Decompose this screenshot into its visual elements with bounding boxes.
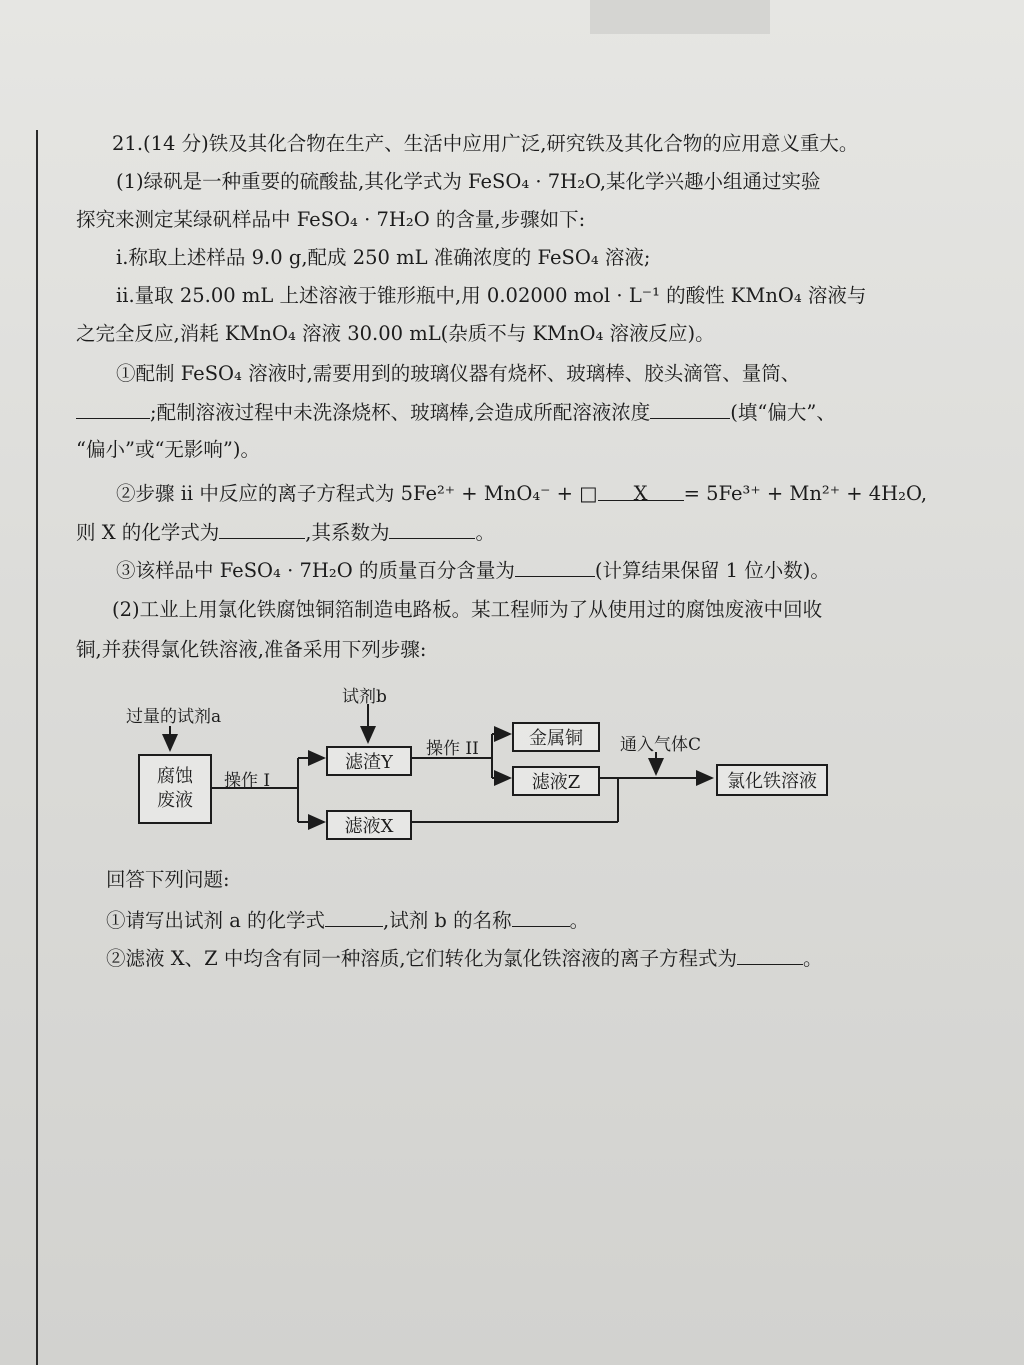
box-filtrate-x: 滤液X xyxy=(326,810,412,840)
answer-intro: 回答下列问题: xyxy=(106,868,230,891)
sub-question-3: ③该样品中 FeSO₄ · 7H₂O 的质量百分含量为 (计算结果保留 1 位小数)。 xyxy=(116,556,830,585)
box-metal-copper: 金属铜 xyxy=(512,722,600,752)
answer-blank[interactable] xyxy=(737,944,803,965)
equation-blank-x[interactable]: X xyxy=(598,480,684,501)
answer-blank[interactable] xyxy=(76,398,150,419)
question-header: 21.(14 分)铁及其化合物在生产、生活中应用广泛,研究铁及其化合物的应用意义重大。 xyxy=(112,132,859,155)
label-reagent-a: 过量的试剂a xyxy=(126,707,222,727)
margin-rule xyxy=(36,130,38,1365)
header-strip xyxy=(590,0,770,34)
process-flow-diagram xyxy=(120,688,840,858)
answer-blank[interactable] xyxy=(389,518,475,539)
step-ii-line2: 之完全反应,消耗 KMnO₄ 溶液 30.00 mL(杂质不与 KMnO₄ 溶液反应)。 xyxy=(76,322,715,345)
box-ferric-chloride-solution: 氯化铁溶液 xyxy=(716,764,828,796)
part2-line2: 铜,并获得氯化铁溶液,准备采用下列步骤: xyxy=(76,638,427,661)
part1-line2: 探究来测定某绿矾样品中 FeSO₄ · 7H₂O 的含量,步骤如下: xyxy=(76,208,586,231)
answer-blank[interactable] xyxy=(512,906,570,927)
part1-line1: (1)绿矾是一种重要的硫酸盐,其化学式为 FeSO₄ · 7H₂O,某化学兴趣小组通过实验 xyxy=(116,170,821,193)
label-operation-2: 操作 II xyxy=(426,739,479,759)
sub-question-1-line2: ;配制溶液过程中未洗涤烧杯、玻璃棒,会造成所配溶液浓度 (填“偏大”、 xyxy=(76,398,836,427)
answer-blank[interactable] xyxy=(325,906,383,927)
label-operation-1: 操作 I xyxy=(224,771,271,791)
label-reagent-b: 试剂b xyxy=(342,687,387,707)
answer-blank[interactable] xyxy=(515,556,595,577)
box-filtrate-z: 滤液Z xyxy=(512,766,600,796)
sub-question-2-line2: 则 X 的化学式为 ,其系数为 。 xyxy=(76,518,495,547)
sub-question-2-line1: ②步骤 ii 中反应的离子方程式为 5Fe²⁺ + MnO₄⁻ + □ X = 5Fe³⁺ + Mn²⁺ + 4H₂O, xyxy=(116,482,928,505)
answer-question-1: ①请写出试剂 a 的化学式 ,试剂 b 的名称 。 xyxy=(106,906,589,935)
answer-blank[interactable] xyxy=(650,398,730,419)
part2-line1: (2)工业上用氯化铁腐蚀铜箔制造电路板。某工程师为了从使用过的腐蚀废液中回收 xyxy=(112,598,823,621)
step-ii-line1: ii.量取 25.00 mL 上述溶液于锥形瓶中,用 0.02000 mol · L⁻¹ 的酸性 KMnO₄ 溶液与 xyxy=(116,284,867,307)
sub-question-1-line3: “偏小”或“无影响”)。 xyxy=(76,438,260,461)
sub-question-1-line1: ①配制 FeSO₄ 溶液时,需要用到的玻璃仪器有烧杯、玻璃棒、胶头滴管、量筒、 xyxy=(116,362,801,385)
box-waste-liquid: 腐蚀 废液 xyxy=(138,754,212,824)
answer-blank[interactable] xyxy=(219,518,305,539)
answer-question-2: ②滤液 X、Z 中均含有同一种溶质,它们转化为氯化铁溶液的离子方程式为 。 xyxy=(106,944,823,973)
box-residue-y: 滤渣Y xyxy=(326,746,412,776)
step-i: i.称取上述样品 9.0 g,配成 250 mL 准确浓度的 FeSO₄ 溶液; xyxy=(116,246,651,269)
label-gas-c: 通入气体C xyxy=(620,735,702,755)
